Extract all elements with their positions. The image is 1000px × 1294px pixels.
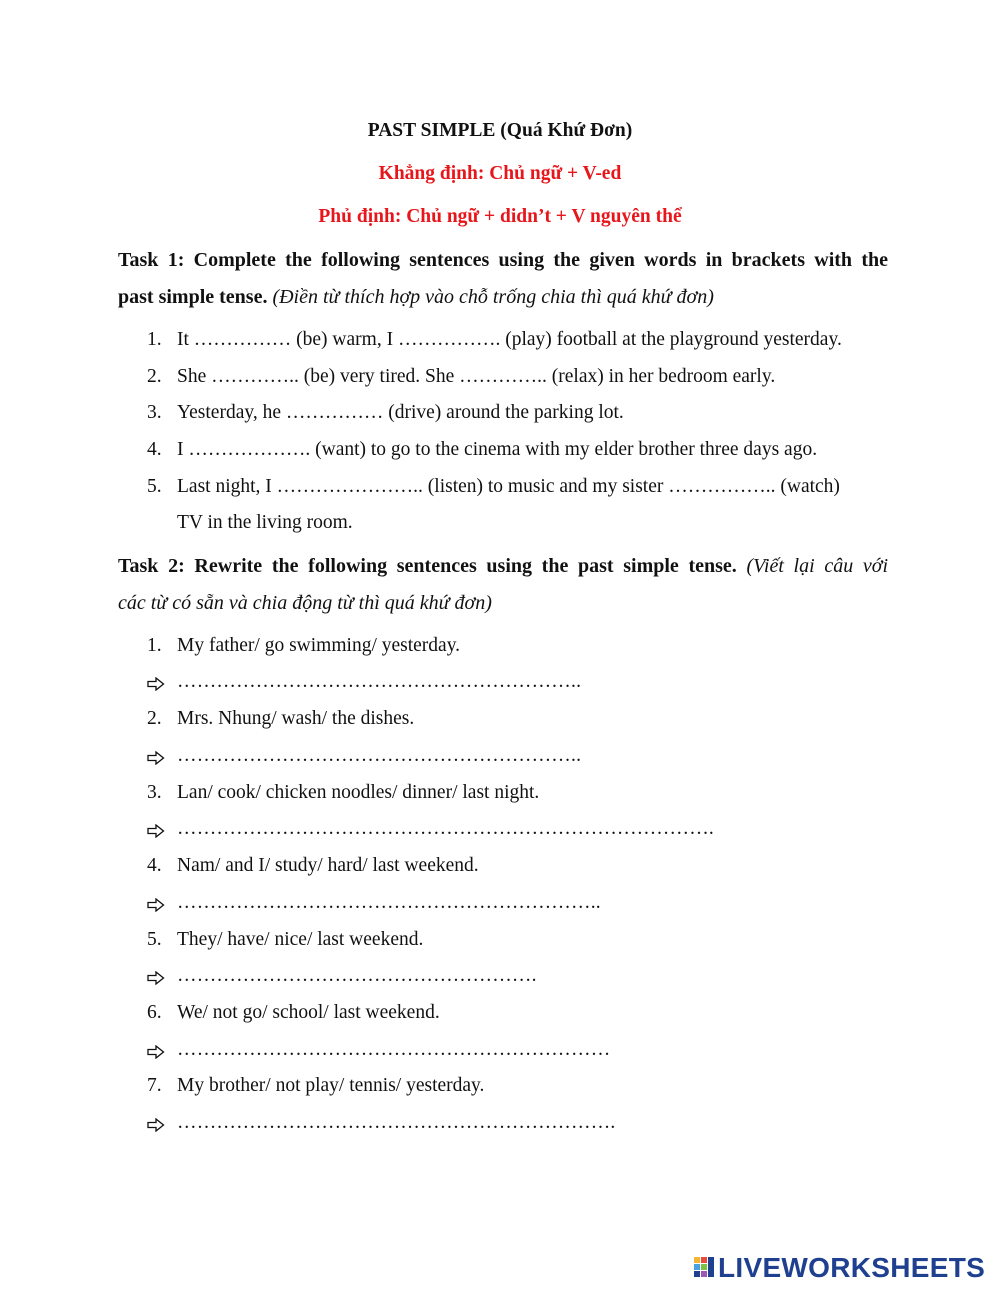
task2-heading-bold: Task 2: Rewrite the following sentences using the past simple tense. (118, 555, 737, 577)
task2-heading-line2 (118, 592, 888, 615)
task1-heading-line2 (118, 286, 888, 309)
item-number: 1. (147, 635, 162, 656)
item-text: My brother/ not play/ tennis/ yesterday. (177, 1075, 485, 1096)
item-text: My father/ go swimming/ yesterday. (177, 635, 461, 656)
item-text: Yesterday, he …………… (drive) around the parking lot. (177, 402, 624, 423)
answer-blank[interactable]: ………………………………………………………… (177, 1039, 611, 1060)
task1-heading-bold-2: past simple tense. (118, 286, 268, 308)
item-number: 4. (147, 855, 162, 876)
item-number: 1. (147, 329, 162, 350)
item-number: 6. (147, 1002, 162, 1023)
item-number: 4. (147, 439, 162, 460)
negative-rule: Phủ định: Chủ ngữ + didn’t + V nguyên thể (318, 206, 682, 227)
item-text: She ………….. (be) very tired. She ………….. (relax) in her bedroom early. (177, 366, 776, 387)
item-text: Nam/ and I/ study/ hard/ last weekend. (177, 855, 479, 876)
arrow-right-icon (147, 751, 165, 765)
task2-heading-line1 (118, 555, 888, 578)
affirmative-rule: Khẳng định: Chủ ngữ + V-ed (378, 163, 622, 184)
arrow-right-icon (147, 1118, 165, 1132)
item-number: 5. (147, 929, 162, 950)
item-number: 3. (147, 402, 162, 423)
answer-blank[interactable]: ………………………………………………………………………. (177, 818, 714, 839)
arrow-right-icon (147, 971, 165, 985)
answer-blank[interactable]: ……………………………………………………….. (177, 892, 601, 913)
page-title: PAST SIMPLE (Quá Khứ Đơn) (367, 120, 633, 141)
answer-blank[interactable]: …………………………………………………………. (177, 1112, 616, 1133)
brand-name: LIVEWORKSHEETS (718, 1252, 986, 1283)
item-text: Mrs. Nhung/ wash/ the dishes. (177, 708, 415, 729)
liveworksheets-logo-icon (694, 1257, 716, 1279)
item-text: We/ not go/ school/ last weekend. (177, 1002, 440, 1023)
item-number: 2. (147, 708, 162, 729)
item-text: I ………………. (want) to go to the cinema with my elder brother three days ago. (177, 439, 818, 460)
answer-blank[interactable]: …………………………………………………….. (177, 745, 582, 766)
arrow-right-icon (147, 824, 165, 838)
item-number: 2. (147, 366, 162, 387)
item-text: They/ have/ nice/ last weekend. (177, 929, 424, 950)
item-number: 5. (147, 476, 162, 497)
answer-blank[interactable]: ………………………………………………. (177, 965, 537, 986)
task1-heading-italic: (Điền từ thích hợp vào chỗ trống chia thì quá khứ đơn) (272, 286, 714, 308)
task1-heading-line1 (118, 249, 888, 272)
answer-blank[interactable]: …………………………………………………….. (177, 671, 582, 692)
task1-heading-bold-1: Task 1: Complete the following sentences using the given words in brackets with the (118, 249, 888, 271)
item-text-continuation: TV in the living room. (177, 512, 353, 533)
item-text: Lan/ cook/ chicken noodles/ dinner/ last night. (177, 782, 540, 803)
task2-heading-italic-2: các từ có sẵn và chia động từ thì quá khứ đơn) (118, 592, 492, 614)
arrow-right-icon (147, 898, 165, 912)
item-number: 3. (147, 782, 162, 803)
item-number: 7. (147, 1075, 162, 1096)
item-text: It …………… (be) warm, I ……………. (play) football at the playground yesterday. (177, 329, 842, 350)
arrow-right-icon (147, 1045, 165, 1059)
arrow-right-icon (147, 677, 165, 691)
task2-heading-italic-1: (Viết lại câu với (746, 555, 889, 577)
item-text: Last night, I ………………….. (listen) to music and my sister …………….. (watch) (177, 476, 840, 497)
